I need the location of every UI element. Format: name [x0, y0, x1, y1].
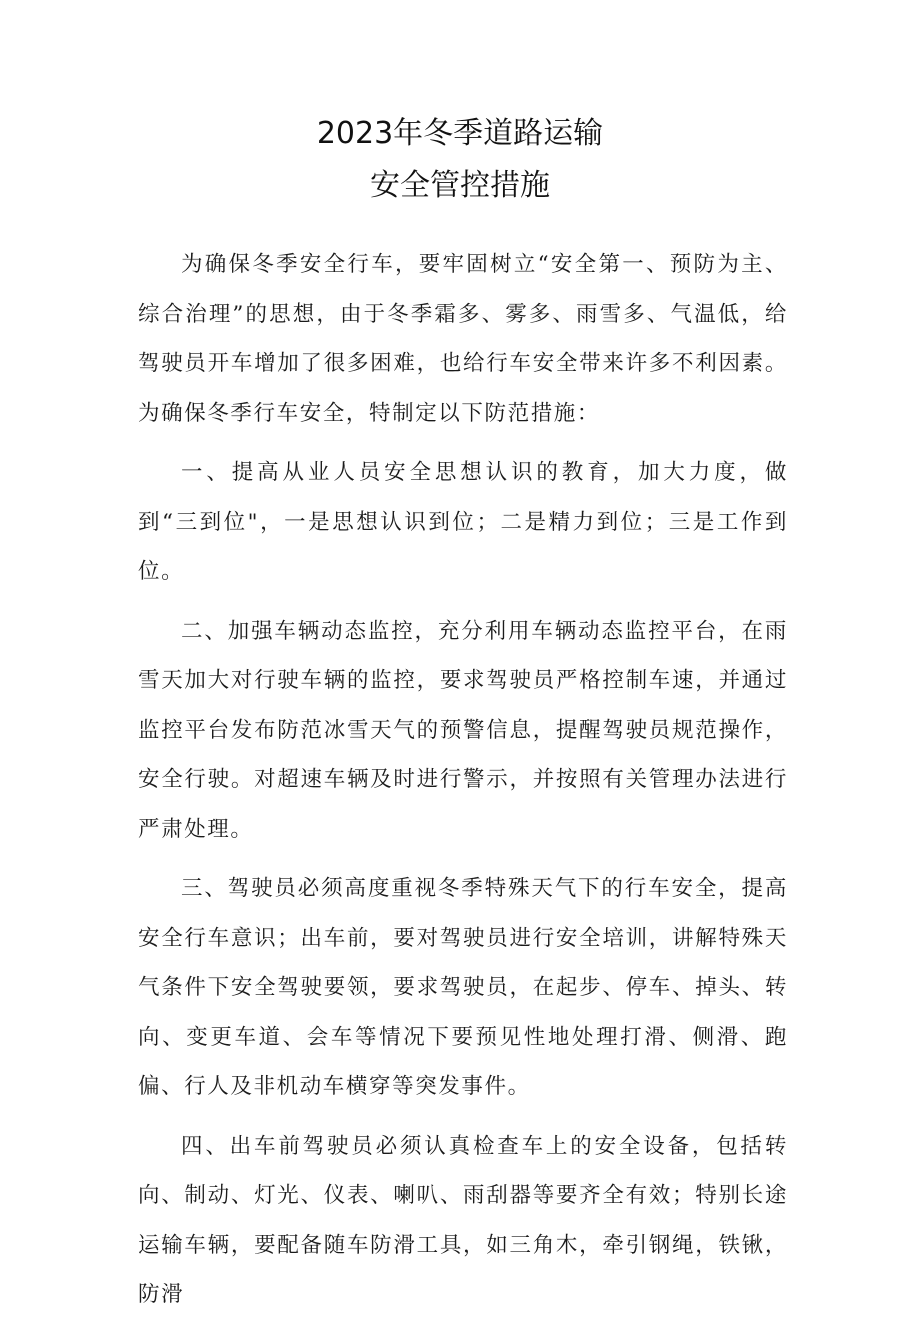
paragraph-measure-4: 四、出车前驾驶员必须认真检查车上的安全设备，包括转向、制动、灯光、仪表、喇叭、雨刮器等要齐全有效；特别长途运输车辆，要配备随车防滑工具，如三角木，牵引钢绳，铁锹，防滑	[138, 1133, 788, 1307]
paragraph-intro: 为确保冬季安全行车，要牢固树立“安全第一、预防为主、综合治理”的思想，由于冬季霜多、雾多、雨雪多、气温低，给驾驶员开车增加了很多困难，也给行车安全带来许多不利因素。为确保冬季行车安全，特制定以下防范措施：	[138, 252, 788, 426]
document-body	[138, 240, 788, 1320]
paragraph-measure-3: 三、驾驶员必须高度重视冬季特殊天气下的行车安全，提高安全行车意识；出车前，要对驾驶员进行安全培训，讲解特殊天气条件下安全驾驶要领，要求驾驶员，在起步、停车、掉头、转向、变更车道、会车等情况下要预见性地处理打滑、侧滑、跑偏、行人及非机动车横穿等突发事件。	[138, 876, 788, 1099]
paragraph-measure-1: 一、提高从业人员安全思想认识的教育，加大力度，做到“三到位"，一是思想认识到位；二是精力到位；三是工作到位。	[138, 460, 788, 584]
title-line-1: 2023年冬季道路运输	[316, 116, 604, 151]
paragraph-measure-2: 二、加强车辆动态监控，充分利用车辆动态监控平台，在雨雪天加大对行驶车辆的监控，要求驾驶员严格控制车速，并通过监控平台发布防范冰雪天气的预警信息，提醒驾驶员规范操作，安全行驶。对超速车辆及时进行警示，并按照有关管理办法进行严肃处理。	[138, 618, 788, 842]
title-line-2: 安全管控措施	[370, 168, 550, 203]
document-title	[0, 108, 920, 212]
